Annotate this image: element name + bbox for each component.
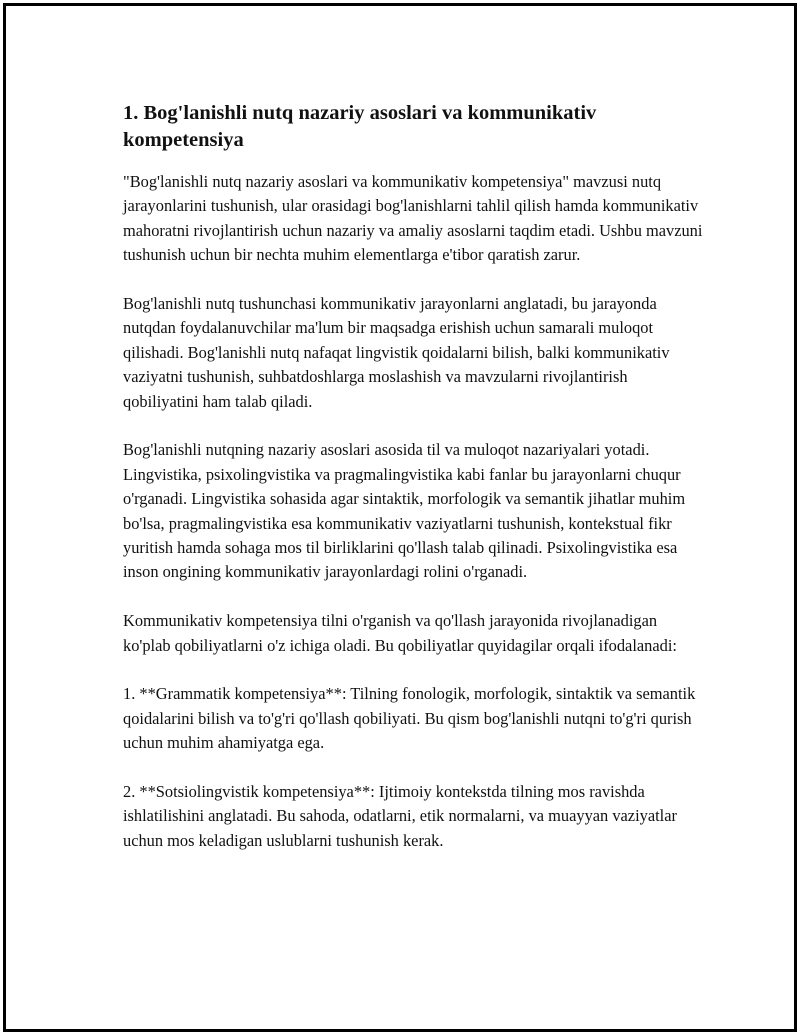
paragraph-intro: "Bog'lanishli nutq nazariy asoslari va kommunikativ kompetensiya" mavzusi nutq jarayonlarini tushunish, ular orasidagi bog'lanishlarni tahlil qilish hamda kommunikativ mahoratni rivojlantirish uchun nazariy va amaliy asoslarni taqdim etadi. Ushbu mavzuni tushunish uchun bir nechta muhim elementlarga e'tibor qaratish zarur. bbox=[123, 172, 703, 265]
list-item-sociolinguistic: 2. **Sotsiolingvistik kompetensiya**: Ijtimoiy kontekstda tilning mos ravishda ishlatilishini anglatadi. Bu sahoda, odatlarni, etik normalarni, va muayyan vaziyatlar uchun mos keladigan uslublarni tushunish kerak. bbox=[123, 782, 677, 850]
paragraph-competence: Kommunikativ kompetensiya tilni o'rganish va qo'llash jarayonida rivojlanadigan ko'plab qobiliyatlarni o'z ichiga oladi. Bu qobiliyatlar quyidagilar orqali ifodalanadi: bbox=[123, 611, 677, 655]
page-frame bbox=[3, 3, 797, 1032]
list-item-grammatical: 1. **Grammatik kompetensiya**: Tilning fonologik, morfologik, sintaktik va semantik qoidalarini bilish va to'g'ri qo'llash qobiliyati. Bu qism bog'lanishli nutqni to'g'ri qurish uchun muhim ahamiyatga ega. bbox=[123, 684, 696, 753]
paragraph-theory: Bog'lanishli nutqning nazariy asoslari asosida til va muloqot nazariyalari yotadi. Lingvistika, psixolingvistika va pragmalingvistika kabi fanlar bu jarayonlarni chuqur o'rganadi. Lingvistika sohasida agar sintaktik, morfologik va semantik jihatlar muhim bo'lsa, pragmalingvistika esa kommunikativ vaziyatlarni tushunish, kontekstual fikr yuritish hamda sohaga mos til birliklarini qo'llash talab qilinadi. Psixolingvistika esa inson ongining kommunikativ jarayonlardagi rolini o'rganadi. bbox=[123, 440, 686, 582]
document-body bbox=[123, 100, 705, 853]
section-heading: 1. Bog'lanishli nutq nazariy asoslari va kommunikativ kompetensiya bbox=[123, 102, 597, 151]
paragraph-concept: Bog'lanishli nutq tushunchasi kommunikativ jarayonlarni anglatadi, bu jarayonda nutqdan foydalanuvchilar ma'lum bir maqsadga erishish uchun samarali muloqot qilishadi. Bog'lanishli nutq nafaqat lingvistik qoidalarni bilish, balki kommunikativ vaziyatni tushunish, suhbatdoshlarga moslashish va mavzularni rivojlantirish qobiliyatini ham talab qiladi. bbox=[123, 294, 670, 411]
